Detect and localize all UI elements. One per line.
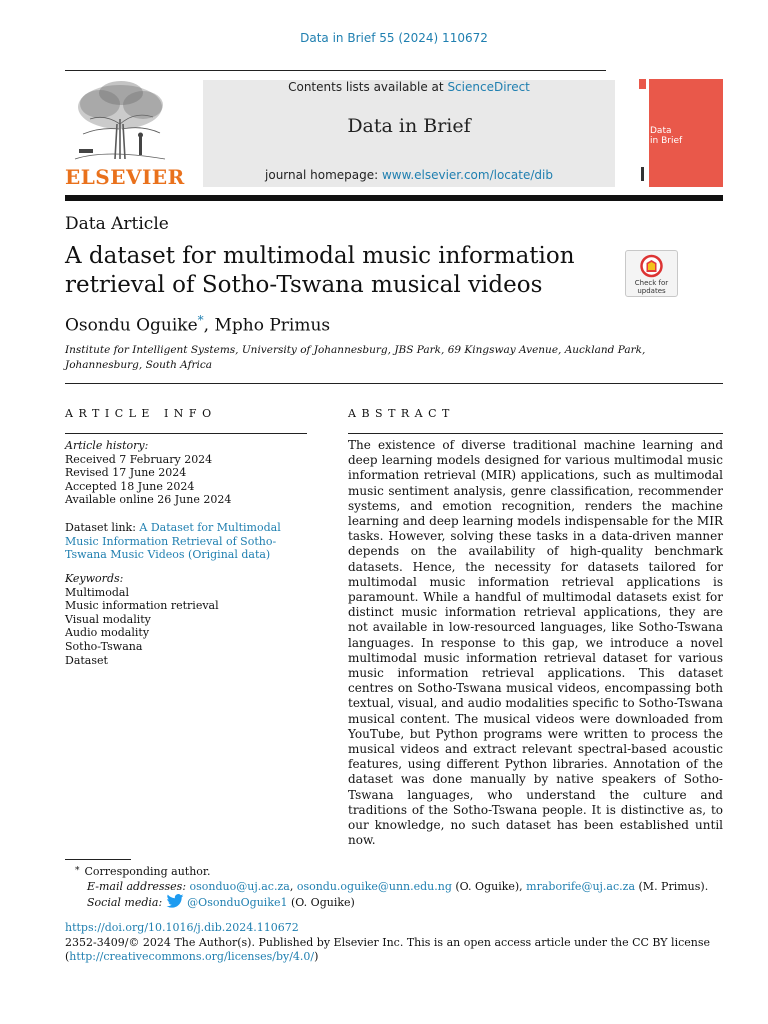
- license-paren-open: (: [65, 950, 70, 963]
- cover-strip: [639, 79, 649, 187]
- article-type: Data Article: [65, 214, 169, 234]
- social-owner: (O. Oguike): [287, 896, 355, 909]
- cover-title-line2: in Brief: [650, 136, 683, 146]
- history-item: Available online 26 June 2024: [65, 493, 232, 507]
- keywords-block: [65, 572, 310, 667]
- footnotes: [65, 864, 725, 910]
- elsevier-wordmark: ELSEVIER: [65, 165, 185, 189]
- history-label: Article history:: [65, 439, 149, 452]
- check-updates-line1: Check for: [634, 279, 669, 287]
- check-for-updates-button[interactable]: [625, 250, 678, 297]
- article-info-rule: [65, 433, 307, 434]
- corresponding-note: [65, 864, 725, 879]
- corresponding-label: Corresponding author.: [84, 865, 211, 878]
- twitter-bird-icon: [166, 894, 184, 908]
- dataset-link-label: Dataset link:: [65, 521, 140, 534]
- email-label: E-mail addresses:: [87, 880, 190, 893]
- cover-spine-icon: [639, 79, 649, 187]
- author-name: Mpho Primus: [214, 315, 331, 336]
- footnote-mark: *: [75, 866, 80, 876]
- email-link[interactable]: mraborife@uj.ac.za: [526, 880, 636, 893]
- email-line: [65, 879, 725, 894]
- keyword-item: Multimodal: [65, 585, 129, 599]
- keyword-item: Visual modality: [65, 612, 151, 626]
- journal-citation[interactable]: Data in Brief 55 (2024) 110672: [300, 31, 488, 45]
- dataset-link[interactable]: A Dataset for Multimodal Music Information Retrieval of Sotho-Tswana Music Videos (Original data): [65, 521, 281, 562]
- sciencedirect-link[interactable]: ScienceDirect: [447, 80, 530, 94]
- contents-line: [203, 80, 615, 94]
- elsevier-logo[interactable]: [65, 79, 185, 189]
- elsevier-tree-logo: [65, 79, 177, 167]
- email-link[interactable]: osonduo@uj.ac.za: [189, 880, 290, 893]
- abstract-rule: [348, 433, 723, 434]
- email-separator: ,: [289, 880, 297, 893]
- journal-name: Data in Brief: [347, 115, 471, 137]
- keywords-label: Keywords:: [65, 572, 124, 585]
- email-link[interactable]: osondu.oguike@unn.edu.ng: [296, 880, 452, 893]
- history-item: Received 7 February 2024: [65, 452, 213, 466]
- section-rule: [65, 383, 723, 384]
- keyword-item: Music information retrieval: [65, 599, 219, 613]
- keyword-item: Dataset: [65, 653, 108, 667]
- history-item: Accepted 18 June 2024: [65, 479, 195, 493]
- social-handle-link[interactable]: @OsonduOguike1: [187, 896, 288, 909]
- email-owner: (M. Primus).: [635, 880, 709, 893]
- social-line: [65, 894, 725, 910]
- affiliation: Institute for Intelligent Systems, University of Johannesburg, JBS Park, 69 Kingsway Avenue, Auckland Park, Johannesburg, South Africa: [65, 344, 646, 371]
- homepage-line: [203, 168, 615, 182]
- license-line: [65, 950, 725, 965]
- cover-title: [650, 126, 682, 146]
- check-for-updates-icon: [626, 251, 677, 279]
- journal-homepage-link[interactable]: www.elsevier.com/locate/dib: [381, 168, 553, 182]
- header-rule: [65, 70, 606, 71]
- history-item: Revised 17 June 2024: [65, 466, 187, 480]
- social-label: Social media:: [87, 896, 166, 909]
- header-thick-rule: [65, 195, 723, 201]
- dataset-link-block: [65, 521, 305, 562]
- doi-link[interactable]: https://doi.org/10.1016/j.dib.2024.110672: [65, 921, 299, 934]
- author-list: [65, 313, 330, 336]
- cover-title-line1: Data: [650, 126, 672, 136]
- check-updates-line2: updates: [637, 287, 666, 295]
- author-separator: ,: [203, 315, 215, 336]
- homepage-prefix: journal homepage:: [265, 168, 382, 182]
- article-info-heading: ARTICLE INFO: [65, 407, 217, 420]
- article-history: [65, 439, 310, 507]
- license-paren-close: ): [314, 950, 319, 963]
- contents-prefix: Contents lists available at: [288, 80, 448, 94]
- journal-cover[interactable]: [639, 79, 723, 187]
- keyword-item: Audio modality: [65, 626, 150, 640]
- abstract-text: The existence of diverse traditional machine learning and deep learning models designed for various multimodal music information retrieval (MIR) applications, such as multimodal music sentiment analysis, genre classification, recommender systems, and emotion recognition, renders the machine learning and deep learning models indispensable for the MIR tasks. However, solving these tasks in a data-driven manner depends on the availability of high-quality benchmark datasets. Hence, the necessity for datasets tailored for multimodal music information retrieval applications is paramount. While a handful of multimodal datasets exist for distinct music information retrieval applications, they are not available in low-resourced languages, like Sotho-Tswana languages. In response to this gap, we introduce a novel multimodal music information retrieval dataset for various music information retrieval applications. This dataset centres on Sotho-Tswana musical videos, encompassing both textual, visual, and audio modalities specific to Sotho-Tswana musical content. The musical videos were downloaded from YouTube, but Python programs were written to process the musical videos and extract relevant spectral-based acoustic features, using different Python libraries. Annotation of the dataset was done manually by native speakers of Sotho-Tswana languages, who understand the culture and traditions of the Sotho-Tswana people. It is distinctive as, to our knowledge, no such dataset has been established until now.: [348, 438, 723, 848]
- check-updates-label: [626, 279, 677, 295]
- publication-info: [65, 921, 725, 965]
- email-owner: (O. Oguike),: [451, 880, 527, 893]
- abstract-heading: ABSTRACT: [348, 407, 455, 420]
- corresponding-author-mark[interactable]: *: [197, 313, 204, 327]
- journal-banner: [203, 80, 615, 187]
- keyword-item: Sotho-Tswana: [65, 639, 143, 653]
- article-title: A dataset for multimodal music information retrieval of Sotho-Tswana musical videos: [65, 243, 575, 298]
- author-name: Osondu Oguike: [65, 315, 198, 336]
- footnote-rule: [65, 859, 131, 860]
- license-link[interactable]: http://creativecommons.org/licenses/by/4.0/: [69, 950, 315, 963]
- license-text: 2352-3409/© 2024 The Author(s). Published by Elsevier Inc. This is an open access article under the CC BY license: [65, 935, 710, 949]
